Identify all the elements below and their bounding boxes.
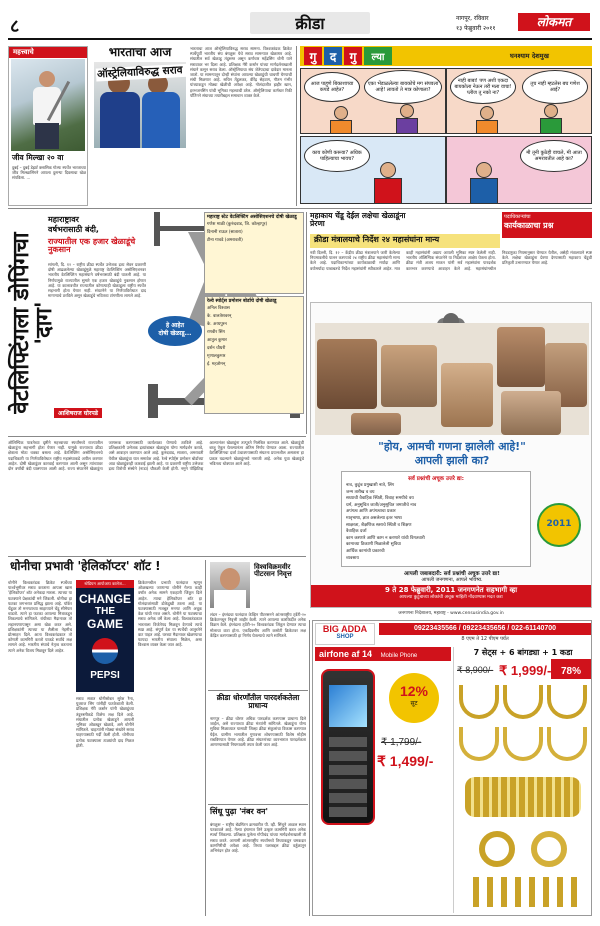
census-footer: जनगणना निदेशालय, महाराष्ट्र - www.censusindia.gov.in — [398, 611, 504, 616]
mahatvache-label: महत्त्वाचे — [9, 47, 87, 58]
census-item: वैवाहिक दर्जा — [346, 529, 367, 535]
krida-dheya-story: नागपूर – क्रीडा धोरण अधिक पारदर्शक करण्यास प्राधान्य दिले जाईल, असे राज्याच्या क्रीडा मंत्र्यांनी सांगितले. खेळाडूंना योग्य सुविधा मिळाव्यात यासाठी जिल्हा क्रीडा संकुलांचा विकास करण्यात येईल. ग्रामीण भागातील गुणवत्ता शोधण्यासाठी विशेष मोहीम राबविण्यात येणार आहे. क्रीडा संघटनांच्या कारभारात पारदर्शकता आणण्यासाठी नियमावली तयार केली जात आहे. — [210, 716, 306, 748]
mahakay-headline: महाकाय चेंडू देईल लक्षेचा खेळाडूंना प्रेरणा — [310, 211, 406, 228]
doping-byline: आशिषराज घोरपडे — [54, 408, 102, 418]
doping-block — [8, 212, 304, 434]
india-headline-line2: ऑस्ट्रेलियाविरुद्ध सराव — [96, 63, 195, 81]
phone-new-price: ₹ 1,499/- — [377, 753, 434, 769]
comic-bubble-5: काय कोणी करूया? अधिक पाहिल्याचा भावच? — [304, 140, 370, 172]
ministry-headline: क्रीडा मंत्रालयाचे निर्देश २४ महासंघांना मान्य — [314, 235, 440, 244]
doping-list-2 — [204, 296, 304, 414]
phone-section — [315, 647, 451, 913]
phone-discount: 12% — [399, 683, 429, 699]
pepsi-ad — [76, 580, 134, 692]
mahatvache-box — [8, 46, 88, 206]
doping-continued-story: ऑलिम्पिक पात्रतेच्या दृष्टीने महत्त्वाच्या स्पर्धांमध्ये राज्यातील खेळाडूंना सहभागी होता येणार नाही. यामुळे राज्याच्या क्रीडा क्षेत्राला मोठा धक्का बसला आहे. वेटलिफ्टिंग असोसिएशनचे पदाधिकारी या निर्णयाविरोधात राष्ट्रीय महासंघाकडे अपील करणार आहेत. दोषी खेळाडूंवर कारवाई करण्यात आली असून त्यांच्यावर दोन वर्षांची बंदी घालण्यात आली आहे. राज्य संघटनेने खेळाडूंना जागरूक करण्यासाठी कार्यशाळा घेण्याचे ठरविले आहे. प्रशिक्षकांनी उत्तेजक द्रव्यांबाबत खेळाडूंना योग्य मार्गदर्शन करावे, असे आवाहन करण्यात आले आहे. कुरुंदवाड, सातारा, अमरावती येथील खेळाडूंचा यात समावेश आहे. रेल्वे स्पोर्ट्स प्रमोशन बोर्डाच्या आठ खेळाडूंवरही कारवाई झाली आहे. या प्रकरणी राष्ट्रीय उत्तेजक द्रव्य विरोधी संस्थेने (नाडा) चौकशी केली होती. नमुने पॉझिटिव्ह आल्यानंतर खेळाडूंना तात्पुरते निलंबित करण्यात आले. खेळाडूंची बाजू ऐकून घेतल्यानंतर अंतिम निर्णय घेण्यात आला. राज्यातील वेटलिफ्टिंगचा दर्जा उंचावण्यासाठी संघटना प्रयत्नशील असताना हा प्रकार घडल्याने खेळाडूंमध्ये नाराजी आहे. अनेक युवा खेळाडूंचे भवितव्य धोक्यात आले आहे. — [8, 440, 304, 472]
list-2-item: मृणालकुमार — [207, 354, 226, 359]
sainik-headline: सिंधू पुढ़ा 'नंबर वन' — [210, 807, 268, 816]
bigadda-logo — [315, 623, 375, 645]
census-date-banner — [311, 585, 591, 607]
census-item: कामाच्या ठिकाणी मिळालेली सुविधा — [346, 542, 401, 548]
list-1-item: गणेश माळी (कुरुंदवाड, जि. कोल्हापूर) — [207, 222, 268, 227]
census-box-title: सर्व प्रश्नांची अचूक उत्तरे द्या: — [408, 476, 464, 482]
page-number: ८ — [10, 16, 20, 37]
pietersen-photo — [210, 562, 250, 608]
census-item: व्यवसाय — [346, 555, 359, 561]
section-title: क्रीडा — [250, 12, 370, 34]
census-item: धर्म, अनुसूचित जाती/अनुसूचित जमातीचे नाव — [346, 502, 417, 508]
dhoni-headline: धोनीचा प्रभावी 'हेलिकॉप्टर' शॉट ! — [10, 559, 161, 573]
vishwa-headline: विश्वविक्रमवीर पीटरसन निवृत्त — [254, 563, 292, 579]
phone-model: af 14 — [351, 649, 373, 659]
column-right-headline: कार्यकाळाचा प्रश्न — [504, 221, 554, 230]
census-logo — [537, 503, 581, 547]
doping-list-1 — [204, 212, 304, 294]
pepsi-logo-icon — [92, 638, 118, 664]
phone-brand: airfone — [319, 649, 350, 659]
comic-letter-3: गु — [344, 47, 362, 65]
phone-label: Mobile Phone — [380, 653, 418, 659]
census-closing2: आपली जनगणना, आपले भविष्य. — [421, 577, 483, 583]
comic-letter-2: द — [324, 47, 342, 65]
city-day: नागपूर, रविवार — [456, 15, 489, 22]
doping-story: सांगली, दि. १२ – राष्ट्रीय क्रीडा स्पर्धेत उत्तेजक द्रव्य सेवन प्रकरणी दोषी आढळलेल्या खेळाडूंमुळे महाराष्ट्र वेटलिफ्टिंग असोसिएशनवर भारतीय वेटलिफ्टिंग महासंघाने वर्षभरासाठी बंदी घातली आहे. या निर्णयामुळे राज्यातील सुमारे एक हजार खेळाडूंचे नुकसान होणार आहे. या कालावधीत राज्यातील कोणत्याही खेळाडूला राष्ट्रीय स्पर्धेत सहभागी होता येणार नाही. संघटनेने या निर्णयाविरोधात दाद मागण्याचे ठरविले असून खेळाडूंचे भवितव्य टांगणीला लागले आहे. — [48, 262, 146, 299]
comic-bubble-1: आज पाहुणे बिकाशाच्या कपडे आहेत? — [304, 72, 360, 102]
list-2-item: के. अय्यपुरन — [207, 322, 227, 327]
jewelry-old-price: ₹ 8,900/- — [457, 665, 494, 675]
comic-bubble-4: तूच नाही म्हटलेस बघ गणेश आई? — [522, 70, 588, 104]
doping-subhead: राज्यातील एक हजार खेळाडूंचे नुकसान — [48, 237, 136, 255]
vishwa-story: लंडन – इंग्लंडचा फलंदाज केव्हिन पीटरसनने आंतरराष्ट्रीय ट्वेंटी-२० क्रिकेटमधून निवृत्ती जाहीर केली. त्याने आपल्या कारकिर्दीत अनेक विक्रम केले. इंग्लंडला ट्वेंटी-२० विश्वकरंडक जिंकून देण्यात त्याचा मोलाचा वाटा होता. एकदिवसीय आणि कसोटी क्रिकेटवर लक्ष केंद्रित करण्यासाठी हा निर्णय घेतल्याचे त्याने सांगितले. — [210, 612, 306, 638]
doping-bubble — [148, 316, 202, 346]
necklace-image — [547, 685, 587, 719]
phone-discount-label: सूट — [410, 700, 418, 707]
census-dates-sub: आपल्या कुटुंबाच्या लोकांची अचूक माहिती नोंदवण्यास मदत करा — [399, 595, 503, 600]
comic-bubble-6: मी तूनी कुठेही वाचले, मी आता अमरावतीत आहे का? — [520, 140, 588, 172]
pepsi-line2: THE — [95, 606, 115, 617]
dhoni-story-col1: धोनीने विश्वकरंडक क्रिकेट स्पर्धेच्या पार्श्वभूमीवर सराव करताना आपला खास 'हेलिकॉप्टर' शॉट अनेकदा मारला. त्याच्या या फटक्याने प्रेक्षकांची मने जिंकली. धोनीचा हा फटका जगभरात प्रसिद्ध झाला आहे. यॉर्कर चेंडूवर तो मनगटाच्या साहाय्याने चेंडू सीमेपार धाडतो. त्याने हा फटका आपल्या मित्राकडून शिकल्याचे सांगितले. रांचीच्या मैदानावर तो लहानपणापासून असा खेळ करत असे. प्रशिक्षकांनी त्याच्या या शैलीला नेहमीच प्रोत्साहन दिले. आता विश्वकरंडकात तो कोणती कामगिरी करतो याकडे सर्वांचे लक्ष लागले आहे. भारतीय संघाचे नेतृत्व करताना त्याने अनेक विजय मिळवून दिले आहेत. — [8, 580, 72, 653]
census-item: सध्याची वैवाहिक स्थिती, विवाह समयीचे वय — [346, 496, 414, 502]
comic-bubble-3: नाही बाबा! पण अशी एकदा बायकोला नेऊन तरी मला वाचा! प्लीज तू नको ना? — [450, 70, 516, 104]
list-1-item: टीना गावडे (अमरावती) — [207, 238, 243, 243]
doping-kicker2: वर्षभरासाठी बंदी, — [48, 225, 99, 234]
list-1-item: दिनानी राऊत (सातारा) — [207, 230, 243, 235]
list-2-item: दर्शन चौधरी — [207, 346, 226, 351]
pepsi-tagline: स्टेडियम आपोआप कालेज... — [76, 580, 134, 588]
issue-date: १३ फेब्रुवारी २०११ — [456, 25, 496, 32]
jewelry-section — [455, 647, 591, 913]
comic-strip — [300, 46, 592, 204]
krida-dheya-headline: क्रीडा धोरणाँतील पारदर्शकतेला प्राधान्य — [216, 693, 300, 710]
list-2-item: रणवीर सिंग — [207, 330, 225, 335]
pepsi-line1: CHANGE — [78, 592, 131, 606]
census-ad — [310, 302, 592, 608]
census-quote: "होय, आमची गणना झालेली आहे!" — [378, 440, 526, 453]
census-item: नाव, कुटुंब प्रमुखाशी नाते, लिंग — [346, 483, 395, 488]
phone-banner — [315, 647, 451, 661]
bigadda-brand-sub: SHOP — [336, 634, 354, 640]
dhoni-story-col2: सराव सत्रात धोनीसोबत सुरेश रैना, युवराज सिंग यांनीही फटकेबाजी केली. प्रशिक्षक गॅरी कर्स्टन यांनी खेळाडूंच्या तंदुरुस्तीकडे विशेष लक्ष दिले आहे. संघातील प्रत्येक खेळाडूने आपली भूमिका ओळखून खेळावे, असे धोनीने सांगितले. चाहत्यांनी मोठ्या संख्येने सराव पाहण्यासाठी गर्दी केली होती. धोनीच्या प्रत्येक फटक्याला टाळ्यांची दाद मिळत होती. — [76, 696, 134, 748]
jewelry-discount: 78% — [560, 666, 581, 677]
mahatvache-title: जीव मिल्खा २० वा — [12, 153, 64, 162]
necklace-image — [503, 727, 543, 761]
earrings-image — [465, 877, 581, 907]
bangles-image — [465, 777, 581, 817]
census-quote2: आपली झाली का? — [414, 454, 490, 467]
census-logo-year: 2011 — [546, 519, 572, 529]
ministry-headline-bar — [310, 234, 500, 248]
golfer-photo — [11, 59, 85, 151]
list-2-item: आतुल कुमार — [207, 338, 227, 343]
comic-letter-4: ल्या — [364, 47, 392, 65]
bigadda-ad — [312, 620, 592, 916]
necklace-image — [503, 685, 543, 719]
bigadda-time: 8 एएम ते 12 पीएम पर्यंत — [461, 636, 509, 642]
dhoni-story-col3: क्रिकेटमधील प्रभावी फलंदाज म्हणून ओळखल्या जाणाऱ्या धोनीने गेल्या काही वर्षांत अनेक सामने एकहाती जिंकून दिले आहेत. त्याचा हेलिकॉप्टर शॉट हा गोलंदाजांसाठी डोकेदुखी ठरला आहे. या फटक्यासाठी मजबूत मनगट आणि अचूक वेळ यांची गरज असते. धोनीने या फटक्याचा सराव अनेक वर्षे केला आहे. विश्वकरंडकात भारताला विजेतेपद मिळवून देण्याचे त्याचे स्वप्न आहे. संपूर्ण देश या स्पर्धेची आतुरतेने वाट पाहत आहे. घरच्या मैदानावर खेळण्याचा फायदा भारतीय संघाला मिळेल, असा विश्वास व्यक्त केला जात आहे. — [138, 580, 202, 648]
census-item: अपंगत्व आणि अपंगत्वाचा प्रकार — [346, 509, 396, 515]
pepsi-line3: GAME — [87, 617, 123, 631]
bigadda-phone[interactable]: 09223435566 / 09223435656 / 022-61140700 — [379, 623, 591, 635]
list-2-title: रेल्वे स्पोर्ट्स प्रमोशन बोर्डाचे दोषी खेळाडू — [207, 299, 277, 304]
india-headline-line1: भारताचा आज — [108, 45, 172, 59]
doping-bubble-line2: दोषी खेळाडू... — [158, 330, 192, 337]
comic-bubble-2: एका भेंडाळलेल्या बायकोचे मग संपवला आहे! लावतो ते मात्र कोणाला? — [364, 70, 442, 104]
census-item: आर्थिक कामांची प्रकारची — [346, 548, 385, 554]
doping-vertical-title: वेटलिफ्टिंगला डोपिंगचा 'दाग' — [9, 232, 58, 414]
jewelry-offer: 7 सेट्स + 6 बांगड्या + 1 कडा — [473, 648, 573, 657]
census-closing: आपली जबाबदारी: सर्व प्रश्नांची अचूक उत्तरे द्या! — [404, 571, 500, 577]
census-dates: 9 ते 28 फेब्रुवारी, 2011 जनगणनेत सहभागी व्हा — [384, 586, 518, 594]
masthead — [8, 10, 592, 40]
comic-letter-1: गु — [304, 47, 322, 65]
phone-old-price: ₹ 1,799/- — [381, 737, 422, 748]
bangle-ring-icon — [479, 831, 515, 867]
phone-discount-badge — [389, 673, 439, 723]
doping-kicker: महाराष्ट्रावर — [48, 215, 79, 224]
bigadda-brand: BIG ADDA — [322, 624, 368, 634]
jewelry-discount-badge — [551, 659, 591, 679]
india-story-text: भारताचा आज ऑस्ट्रेलियाविरुद्ध सराव सामना. विश्वकरंडक क्रिकेट स्पर्धेपूर्वी भारतीय संघ बंगळुरू येथे सराव सामन्यात खेळणार आहे. संघातील सर्व खेळाडू तंदुरुस्त असून कर्णधार महेंद्रसिंग धोनी याने सरावावर भर दिला आहे. प्रशिक्षक गॅरी कर्स्टन यांच्या मार्गदर्शनाखाली संघाने कसून सराव केला. ऑस्ट्रेलियाचा संघ जेतेपदाचा दावेदार मानला जातो. या सामन्यातून दोन्ही संघांना आपल्या खेळाडूंची चाचणी घेण्याची संधी मिळणार आहे. सचिन तेंडुलकर, वीरेंद्र सेहवाग, गौतम गंभीर यांच्याकडून मोठ्या खेळीची अपेक्षा आहे. गोलंदाजीत झहीर खान, हरभजनसिंग यांची भूमिका महत्त्वाची ठरेल. ऑस्ट्रेलियाचा कर्णधार रिकी पाँटिंगने संघाच्या तयारीबद्दल समाधान व्यक्त केले. — [190, 46, 292, 98]
census-item: मातृभाषा, ज्ञात असलेल्या इतर भाषा — [346, 515, 402, 521]
jewelry-new-price: ₹ 1,999/- — [499, 663, 552, 678]
necklace-image — [547, 727, 587, 761]
doping-bubble-line1: हे आहेत — [165, 322, 184, 329]
census-item: काम करणारे आणि काम न करणारे यांची विगतवारी — [346, 535, 425, 541]
list-2-item: ई. महतोमन् — [207, 362, 226, 367]
census-item: जन्म तारीख व वय — [346, 489, 375, 495]
list-1-title: महाराष्ट्र स्टेट वेटलिफ्टिंग असोसिएशनचे दोषी खेळाडू — [207, 215, 297, 220]
census-item: साक्षरता, शैक्षणिक स्तराचे स्थिती व शिक्षण — [346, 522, 412, 528]
ministry-story: नवी दिल्ली, दि. १२ – केंद्रीय क्रीडा मंत्रालयाने जारी केलेल्या नियमावलीचे पालन करण्याचे २४ राष्ट्रीय क्रीडा महासंघांनी मान्य केले आहे. पदाधिकाऱ्यांच्या कार्यकाळाची मर्यादा आणि वयोमर्यादा याबाबतचे निर्देश महासंघांनी स्वीकारले आहेत. मात्र काही महासंघांनी अद्याप आपली भूमिका स्पष्ट केलेली नाही. भारतीय ऑलिम्पिक संघटनेने या निर्देशांवर आक्षेप घेतला होता. क्रीडा मंत्री अजय माकन यांनी सर्व महासंघांना पारदर्शक कारभार करण्याचे आवाहन केले आहे. महासंघांमधील निवडणुका नियमानुसार घेण्यात येतील, असेही मंत्रालयाने स्पष्ट केले. लक्षेचा खेळाडूंना प्रेरणा देण्यासाठी महाकाय चेंडूची प्रतिकृती उभारण्यात येणार आहे. — [310, 250, 592, 271]
column-right-box — [502, 212, 592, 238]
phone-image — [321, 669, 375, 825]
column-right-kicker: पदाधिकाऱ्यांचा — [504, 214, 531, 220]
brand-logo: लोकमत — [518, 13, 590, 31]
family-photos — [315, 323, 589, 435]
census-box — [341, 471, 531, 567]
list-2-item: अनिल विश्वास — [207, 306, 230, 311]
necklace-image — [459, 685, 499, 719]
list-2-item: के. वालतेशवरन् — [207, 314, 232, 319]
necklace-image — [459, 727, 499, 761]
pepsi-brand: PEPSI — [90, 670, 120, 681]
comic-author: घनश्याम देशमुख — [510, 52, 549, 60]
mahatvache-body: दुबई – दुबई डेझर्ट क्लासिक गोल्फ स्पर्धेत भारताच्या जीव मिल्खासिंगने आपला दुसऱ्या दिवसाचा खेळ संपविला. ... — [12, 165, 86, 181]
bangle-ring-icon — [531, 831, 567, 867]
sainik-story: बंगळुरू – राष्ट्रीय बॅडमिंटन क्रमवारीत पी. व्ही. सिंधूने अव्वल स्थान पटकावले आहे. गेल्या हंगामात तिने उत्कृष्ट कामगिरी करत अनेक स्पर्धा जिंकल्या. प्रशिक्षक पुलेला गोपीचंद यांच्या मार्गदर्शनाखाली ती सराव करते. आगामी आंतरराष्ट्रीय स्पर्धांमध्ये तिच्याकडून चमकदार कामगिरीची अपेक्षा आहे. तिच्या यशाबद्दल क्रीडा वर्तुळातून अभिनंदन होत आहे. — [210, 822, 306, 854]
